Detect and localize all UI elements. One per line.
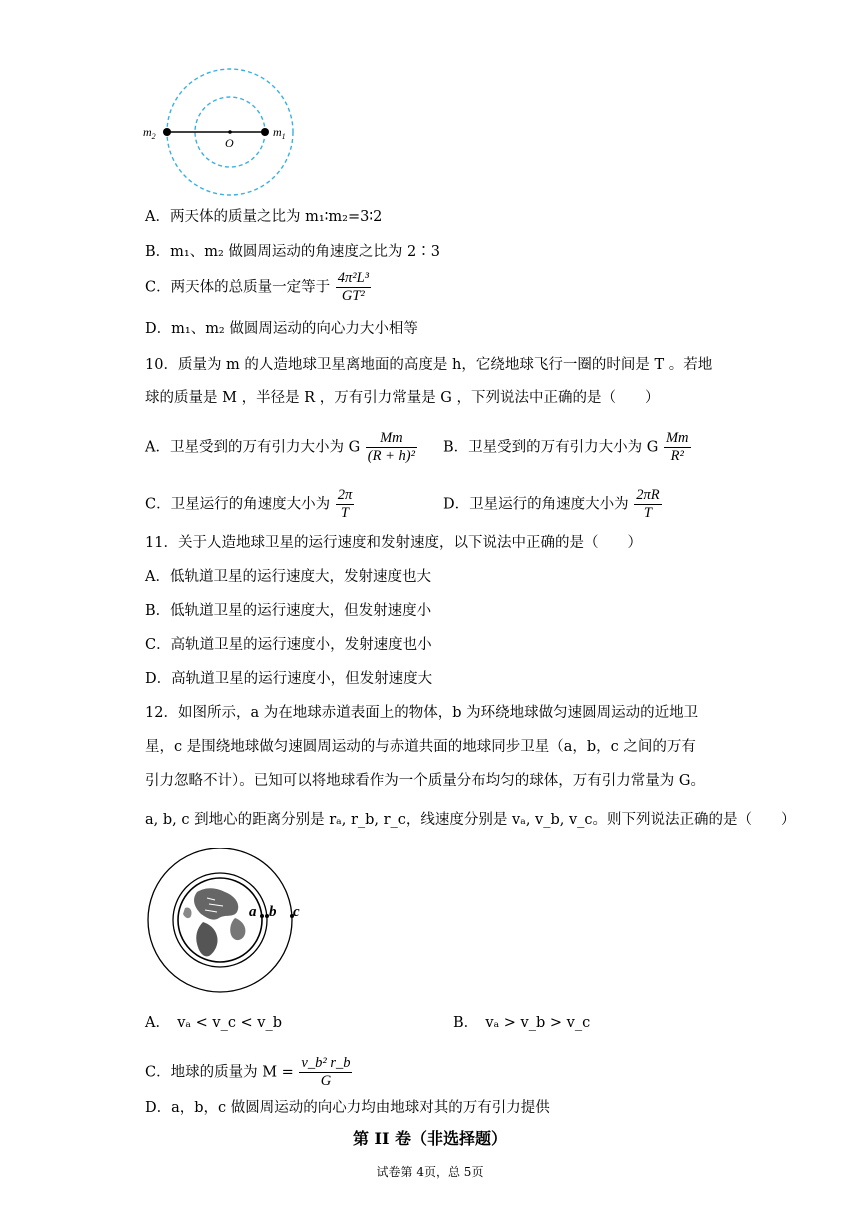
q9-option-c-label: C．两天体的总质量一定等于	[145, 279, 331, 296]
o-label: O	[225, 136, 234, 150]
page-footer: 试卷第 4页，总 5页	[376, 1165, 484, 1179]
q12-option-c	[145, 1055, 353, 1090]
q10-option-a-label: A．卫星受到的万有引力大小为 G	[145, 439, 361, 456]
earth-orbit-diagram	[145, 848, 320, 996]
q10-option-a-fraction: $\frac{Mm}{\text{(R + h)²}}$	[367, 430, 415, 464]
q11-option-c: C．高轨道卫星的运行速度小，发射速度也小	[145, 637, 432, 653]
q9-option-c	[145, 270, 372, 305]
q10-stem-line2: 球的质量是 M ，半径是 R ，万有引力常量是 G ，下列说法中正确的是（ ）	[145, 390, 660, 406]
q11-option-a: A．低轨道卫星的运行速度大，发射速度也大	[145, 569, 431, 585]
q10-option-b	[443, 430, 692, 465]
q12-option-b: B． vₐ > v_b > v_c	[453, 1015, 591, 1031]
q12-stem-line4: a, b, c 到地心的距离分别是 rₐ, r_b, r_c，线速度分别是 vₐ, v_b, v_c。则下列说法正确的是（ ）	[145, 812, 796, 828]
q10-option-a	[145, 430, 418, 465]
q12-stem-line2: 星，c 是围绕地球做匀速圆周运动的与赤道共面的地球同步卫星（a，b，c 之间的万有	[145, 739, 696, 755]
q12-stem-line3: 引力忽略不计）。已知可以将地球看作为一个质量分布均匀的球体，万有引力常量为 G。	[145, 773, 705, 789]
q10-option-c-fraction: $\frac{2\pi}{T}$	[337, 487, 353, 521]
q12-option-c-fraction: $\frac{\text{v\_b² r\_b}}{G}$	[301, 1055, 351, 1089]
q9-option-c-fraction: $\frac{\text{4π²L³}}{\text{GT²}}$	[337, 270, 369, 304]
label-a: a	[249, 904, 257, 920]
m2-label: $m_2$	[143, 125, 156, 141]
q12-option-c-label: C．地球的质量为 M =	[145, 1064, 294, 1081]
q12-option-a: A． vₐ < v_c < v_b	[145, 1015, 283, 1031]
q9-option-d: D．m₁、m₂ 做圆周运动的向心力大小相等	[145, 321, 418, 337]
q11-stem: 11．关于人造地球卫星的运行速度和发射速度，以下说法中正确的是（ ）	[145, 535, 642, 551]
label-b: b	[269, 904, 277, 920]
q11-option-d: D．高轨道卫星的运行速度小，但发射速度大	[145, 671, 433, 687]
q10-option-d	[443, 487, 663, 522]
q10-option-c	[145, 487, 355, 522]
q11-option-b: B．低轨道卫星的运行速度大，但发射速度小	[145, 603, 432, 619]
earth-globe	[178, 878, 262, 962]
q9-option-a: A．两天体的质量之比为 m₁∶m₂=3∶2	[145, 209, 383, 225]
binary-star-diagram	[140, 62, 310, 202]
q9-option-b: B．m₁、m₂ 做圆周运动的角速度之比为 2∶3	[145, 244, 440, 260]
q10-option-d-fraction: $\frac{2\pi R}{T}$	[636, 487, 660, 521]
q12-stem-line1: 12．如图所示，a 为在地球赤道表面上的物体，b 为环绕地球做匀速圆周运动的近地卫	[145, 705, 699, 721]
center-point	[228, 130, 232, 134]
q10-stem-line1: 10．质量为 m 的人造地球卫星离地面的高度是 h，它绕地球飞行一圈的时间是 T 。若地	[145, 357, 713, 373]
m1-body	[261, 128, 269, 136]
label-c: c	[293, 904, 300, 920]
object-a	[260, 914, 264, 918]
q12-option-d: D．a，b，c 做圆周运动的向心力均由地球对其的万有引力提供	[145, 1100, 550, 1116]
m2-body	[163, 128, 171, 136]
q10-option-c-label: C．卫星运行的角速度大小为	[145, 496, 331, 513]
section-title: 第 II 卷（非选择题）	[352, 1129, 508, 1148]
q10-option-b-fraction: $\frac{Mm}{\text{R²}}$	[665, 430, 689, 464]
m1-label: $m_1$	[273, 125, 286, 141]
q10-option-d-label: D．卫星运行的角速度大小为	[443, 496, 629, 513]
q10-option-b-label: B．卫星受到的万有引力大小为 G	[443, 439, 659, 456]
